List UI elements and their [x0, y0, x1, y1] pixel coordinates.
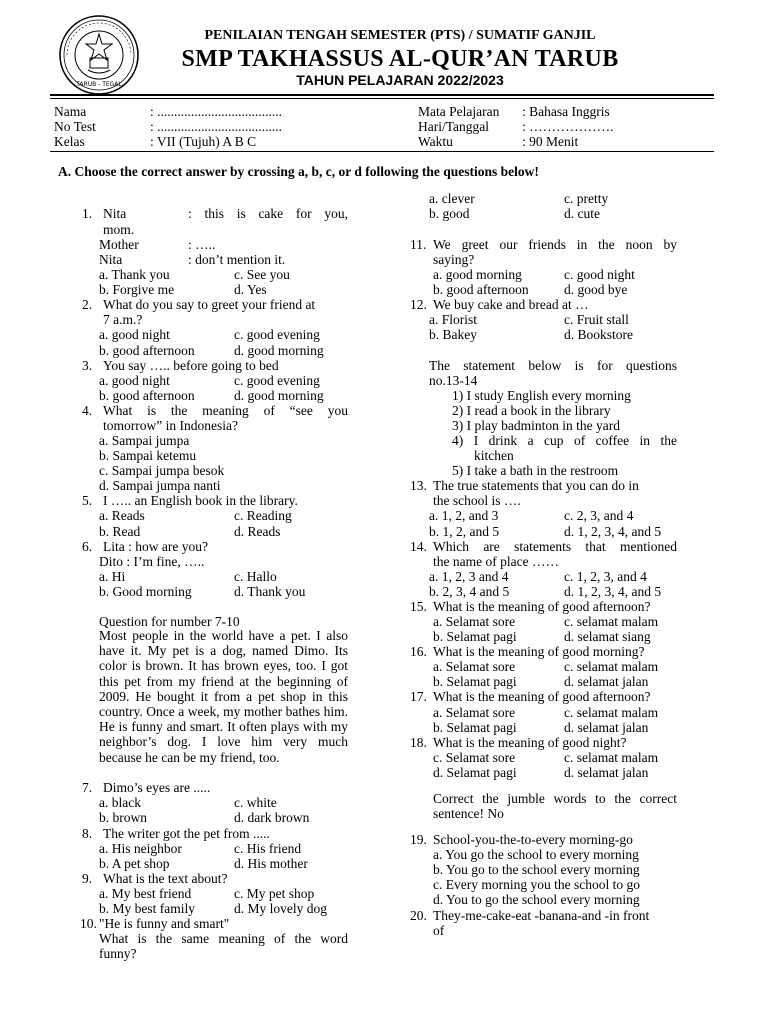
question-text: of	[433, 923, 445, 938]
question-text: You say ….. before going to bed	[103, 358, 279, 373]
answer-option[interactable]: d. His mother	[234, 856, 308, 871]
dialog-line: : this is cake for you,	[188, 206, 348, 221]
question-number: 19.	[410, 832, 427, 847]
answer-option[interactable]: c. Every morning you the school to go	[433, 877, 640, 892]
answer-option[interactable]: a. You go the school to every morning	[433, 847, 639, 862]
question-number: 1.	[82, 206, 93, 221]
answer-option[interactable]: a. good night	[99, 327, 170, 342]
answer-option[interactable]: c. His friend	[234, 841, 302, 856]
dialog-line: Dito : I’m fine, …..	[99, 554, 205, 569]
question-text: School-you-the-to-every morning-go	[433, 832, 633, 847]
answer-option[interactable]: c. selamat malam	[564, 705, 659, 720]
instruction: A. Choose the correct answer by crossing a, b, c, or d following the questions below!	[58, 164, 539, 179]
answer-option[interactable]: c. pretty	[564, 191, 609, 206]
answer-option[interactable]: a. black	[99, 795, 141, 810]
header-rule-thin	[50, 98, 714, 99]
exam-subtitle: PENILAIAN TENGAH SEMESTER (PTS) / SUMATIF GANJIL	[204, 28, 596, 43]
answer-option[interactable]: b. 1, 2, and 5	[429, 524, 500, 539]
mapel-value: : Bahasa Inggris	[522, 104, 610, 119]
answer-option[interactable]: a. Hi	[99, 569, 126, 584]
answer-option[interactable]: b. Sampai ketemu	[99, 448, 197, 463]
question-text: What is the meaning of good morning?	[433, 644, 645, 659]
answer-option[interactable]: d. selamat siang	[564, 629, 651, 644]
answer-option[interactable]: d. Bookstore	[564, 327, 633, 342]
answer-option[interactable]: d. You to go the school every morning	[433, 892, 640, 907]
statement-intro: no.13-14	[429, 373, 478, 388]
waktu-label: Waktu	[418, 134, 453, 149]
kelas-value: : VII (Tujuh) A B C	[150, 134, 257, 149]
dialog-speaker: Nita	[99, 252, 123, 267]
question-number: 4.	[82, 403, 93, 418]
answer-option[interactable]: d. Reads	[234, 524, 281, 539]
section-instruction: Correct the jumble words to the correct	[433, 791, 677, 806]
answer-option[interactable]: c. 1, 2, 3, and 4	[564, 569, 647, 584]
answer-option[interactable]: b. Selamat pagi	[433, 674, 517, 689]
kelas-label: Kelas	[54, 134, 85, 149]
mapel-label: Mata Pelajaran	[418, 104, 500, 119]
question-text: the name of place ……	[433, 554, 559, 569]
answer-option[interactable]: c. selamat malam	[564, 614, 659, 629]
question-text: What is the meaning of good afternoon?	[433, 599, 651, 614]
passage-title: Question for number 7-10	[99, 614, 240, 629]
question-number: 17.	[410, 689, 427, 704]
question-text: What is the same meaning of the word	[99, 931, 348, 946]
answer-option[interactable]: c. Sampai jumpa besok	[99, 463, 225, 478]
answer-option[interactable]: b. You go to the school every morning	[433, 862, 640, 877]
answer-option[interactable]: a. Selamat sore	[433, 614, 516, 629]
question-number: 16.	[410, 644, 427, 659]
answer-option[interactable]: c. good evening	[234, 327, 320, 342]
answer-option[interactable]: c. good night	[564, 267, 635, 282]
statement-item: 1) I study English every morning	[452, 388, 631, 403]
question-text: What is the meaning of good afternoon?	[433, 689, 651, 704]
question-number: 2.	[82, 297, 93, 312]
answer-option[interactable]: b. Forgive me	[99, 282, 175, 297]
hari-label: Hari/Tanggal	[418, 119, 490, 134]
answer-option[interactable]: b. brown	[99, 810, 147, 825]
question-text: I ….. an English book in the library.	[103, 493, 298, 508]
answer-option[interactable]: b. Read	[99, 524, 141, 539]
answer-option[interactable]: c. My pet shop	[234, 886, 315, 901]
question-number: 15.	[410, 599, 427, 614]
answer-option[interactable]: b. good afternoon	[433, 282, 529, 297]
question-number: 20.	[410, 908, 427, 923]
waktu-value: : 90 Menit	[522, 134, 579, 149]
question-text: tomorrow” in Indonesia?	[103, 418, 238, 433]
answer-option[interactable]: d. selamat jalan	[564, 674, 649, 689]
answer-option[interactable]: a. good morning	[433, 267, 522, 282]
answer-option[interactable]: b. A pet shop	[99, 856, 170, 871]
question-number: 8.	[82, 826, 93, 841]
question-text: What is the text about?	[103, 871, 228, 886]
answer-option[interactable]: d. Selamat pagi	[433, 765, 517, 780]
answer-option[interactable]: a. Florist	[429, 312, 478, 327]
question-text: the school is ….	[433, 493, 521, 508]
question-number: 9.	[82, 871, 93, 886]
answer-option[interactable]: a. Thank you	[99, 267, 170, 282]
answer-option[interactable]: c. white	[234, 795, 277, 810]
statement-item: 2) I read a book in the library	[452, 403, 611, 418]
section-instruction: sentence! No	[433, 806, 504, 821]
answer-option[interactable]: a. Selamat sore	[433, 659, 516, 674]
answer-option[interactable]: b. good	[429, 206, 470, 221]
question-text: What do you say to greet your friend at	[103, 297, 316, 312]
answer-option[interactable]: a. good night	[99, 373, 170, 388]
notest-value: : .....................................	[150, 119, 283, 134]
answer-option[interactable]: a. My best friend	[99, 886, 192, 901]
question-number: 14.	[410, 539, 427, 554]
answer-option[interactable]: c. selamat malam	[564, 750, 659, 765]
answer-option[interactable]: a. Reads	[99, 508, 145, 523]
answer-option[interactable]: d. Yes	[234, 282, 267, 297]
question-text: funny?	[99, 946, 137, 961]
question-text: "He is funny and smart"	[99, 916, 230, 931]
answer-option[interactable]: c. Reading	[234, 508, 292, 523]
hari-value: : ……………….	[522, 119, 614, 134]
dialog-line: Lita : how are you?	[103, 539, 208, 554]
nama-value: : .....................................	[150, 104, 283, 119]
dialog-speaker: Mother	[99, 237, 139, 252]
answer-option[interactable]: a. Sampai jumpa	[99, 433, 190, 448]
info-rule	[50, 151, 714, 152]
answer-option[interactable]: a. 1, 2, and 3	[429, 508, 499, 523]
question-number: 13.	[410, 478, 427, 493]
academic-year: TAHUN PELAJARAN 2022/2023	[296, 72, 504, 88]
dialog-speaker: Nita	[103, 206, 127, 221]
answer-option[interactable]: d. good morning	[234, 388, 324, 403]
question-text: What is the meaning of “see you	[103, 403, 348, 418]
answer-option[interactable]: b. Good morning	[99, 584, 192, 599]
answer-option[interactable]: d. Sampai jumpa nanti	[99, 478, 221, 493]
answer-option[interactable]: a. His neighbor	[99, 841, 182, 856]
answer-option[interactable]: c. See you	[234, 267, 290, 282]
question-number: 3.	[82, 358, 93, 373]
answer-option[interactable]: d. good bye	[564, 282, 628, 297]
question-text: Dimo’s eyes are .....	[103, 780, 211, 795]
header-rule-thick	[50, 94, 714, 96]
dialog-line: mom.	[103, 222, 135, 237]
answer-option[interactable]: b. My best family	[99, 901, 195, 916]
question-number: 12.	[410, 297, 427, 312]
answer-option[interactable]: c. Selamat sore	[433, 750, 516, 765]
statement-item: 3) I play badminton in the yard	[452, 418, 620, 433]
question-number: 7.	[82, 780, 93, 795]
answer-option[interactable]: c. Fruit stall	[564, 312, 629, 327]
question-number: 10.	[80, 916, 97, 931]
answer-option[interactable]: d. good morning	[234, 343, 324, 358]
answer-option[interactable]: d. cute	[564, 206, 600, 221]
question-text: 7 a.m.?	[103, 312, 143, 327]
question-number: 6.	[82, 539, 93, 554]
answer-option[interactable]: c. Hallo	[234, 569, 277, 584]
statement-item: 5) I take a bath in the restroom	[452, 463, 619, 478]
dialog-line: : don’t mention it.	[188, 252, 286, 267]
nama-label: Nama	[54, 104, 87, 119]
answer-option[interactable]: a. clever	[429, 191, 475, 206]
school-name: SMP TAKHASSUS AL-QUR’AN TARUB	[181, 46, 619, 72]
question-number: 5.	[82, 493, 93, 508]
answer-option[interactable]: a. Selamat sore	[433, 705, 516, 720]
answer-option[interactable]: c. 2, 3, and 4	[564, 508, 634, 523]
answer-option[interactable]: b. Selamat pagi	[433, 629, 517, 644]
answer-option[interactable]: d. selamat jalan	[564, 720, 649, 735]
question-text: What is the meaning of good night?	[433, 735, 627, 750]
answer-option[interactable]: c. selamat malam	[564, 659, 659, 674]
question-text: We buy cake and bread at …	[433, 297, 589, 312]
dialog-line: : …..	[188, 237, 216, 252]
logo-text: TARUB - TEGAL	[76, 81, 122, 88]
answer-option[interactable]: d. Thank you	[234, 584, 306, 599]
question-text: The true statements that you can do in	[433, 478, 639, 493]
question-number: 18.	[410, 735, 427, 750]
statement-item: kitchen	[474, 448, 514, 463]
answer-option[interactable]: b. good afternoon	[99, 343, 195, 358]
answer-option[interactable]: c. good evening	[234, 373, 320, 388]
notest-label: No Test	[54, 119, 96, 134]
question-text: saying?	[433, 252, 475, 267]
answer-option[interactable]: d. 1, 2, 3, 4, and 5	[564, 524, 662, 539]
question-text: The writer got the pet from .....	[103, 826, 270, 841]
answer-option[interactable]: d. 1, 2, 3, 4, and 5	[564, 584, 662, 599]
question-text: They-me-cake-eat -banana-and -in front	[433, 908, 650, 923]
answer-option[interactable]: d. dark brown	[234, 810, 310, 825]
statement-intro: The statement below is for questions	[429, 358, 677, 373]
question-text: Which are statements that mentioned	[433, 539, 677, 554]
answer-option[interactable]: b. Bakey	[429, 327, 477, 342]
answer-option[interactable]: a. 1, 2, 3 and 4	[429, 569, 509, 584]
reading-passage: Most people in the world have a pet. I also have it. My pet is a dog, named Dimo. Its color is brown. It has brown eyes, too. I got this pet from my friend at the beginning of 2009. He bought it from a pet shop in this country. Once a week, my mother bathes him. He is funny and smart. It often plays with my neighbor’s dog. I love him very much because he can be my friend, too.	[99, 628, 348, 765]
statement-item: 4) I drink a cup of coffee in the	[452, 433, 677, 448]
answer-option[interactable]: b. 2, 3, 4 and 5	[429, 584, 510, 599]
question-text: We greet our friends in the noon by	[433, 237, 677, 252]
answer-option[interactable]: b. good afternoon	[99, 388, 195, 403]
answer-option[interactable]: d. My lovely dog	[234, 901, 327, 916]
answer-option[interactable]: d. selamat jalan	[564, 765, 649, 780]
answer-option[interactable]: b. Selamat pagi	[433, 720, 517, 735]
question-number: 11.	[410, 237, 427, 252]
